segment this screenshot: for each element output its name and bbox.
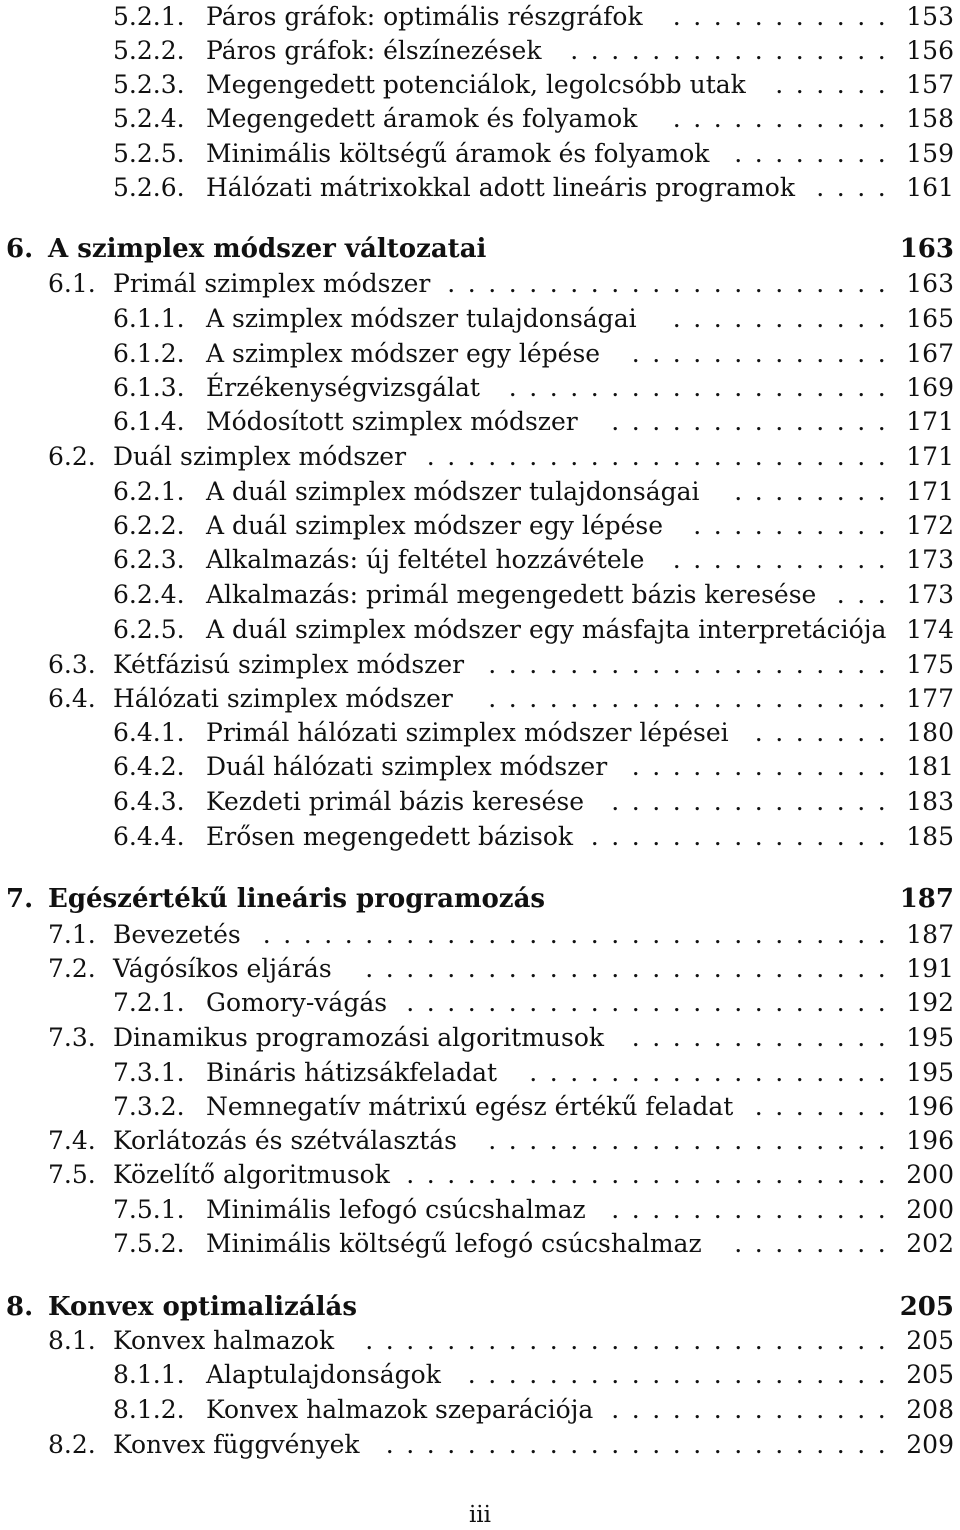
dot-leader: . . . . . . . . . . . . . . bbox=[611, 407, 886, 436]
toc-entry-title: A szimplex módszer egy lépése bbox=[206, 339, 601, 368]
dot-leader: . . . . . . . . . . . . . . . . . . . . . . . . . . bbox=[365, 1326, 886, 1355]
toc-entry-number: 6.3. bbox=[48, 650, 96, 679]
toc-entry-title: A duál szimplex módszer tulajdonságai bbox=[206, 477, 700, 506]
toc-entry-title: A szimplex módszer tulajdonságai bbox=[206, 304, 637, 333]
dot-leader: . . . . . . . . . . . . . . . . . . . . . . . . . bbox=[385, 1430, 886, 1459]
toc-entry-number: 5.2.5. bbox=[113, 139, 185, 168]
toc-subsection-entry[interactable] bbox=[0, 543, 960, 577]
toc-entry-title: Konvex halmazok bbox=[113, 1326, 335, 1355]
toc-section-entry[interactable] bbox=[0, 1124, 960, 1158]
toc-entry-number: 8.1.2. bbox=[113, 1395, 185, 1424]
toc-entry-number: 6. bbox=[6, 234, 34, 264]
toc-entry-title: Konvex függvények bbox=[113, 1430, 360, 1459]
dot-leader: . . . . . . . . . . . . . . . . . . . . . . bbox=[447, 269, 886, 298]
toc-entry-title: Minimális költségű áramok és folyamok bbox=[206, 139, 710, 168]
toc-entry-title: Alaptulajdonságok bbox=[206, 1360, 441, 1389]
toc-entry-number: 7.5. bbox=[48, 1160, 96, 1189]
toc-subsection-entry[interactable] bbox=[0, 68, 960, 102]
toc-entry-title: Gomory-vágás bbox=[206, 988, 388, 1017]
toc-section-entry[interactable] bbox=[0, 682, 960, 716]
toc-entry-page: 171 bbox=[906, 442, 954, 471]
toc-entry-title: Egészértékű lineáris programozás bbox=[48, 884, 546, 914]
toc-entry-page: 153 bbox=[906, 2, 954, 31]
toc-entry-title: Minimális lefogó csúcshalmaz bbox=[206, 1195, 586, 1224]
dot-leader: . . . . . . . . . . . bbox=[672, 545, 886, 574]
toc-section-entry[interactable] bbox=[0, 267, 960, 301]
toc-subsection-entry[interactable] bbox=[0, 613, 960, 647]
dot-leader: . . . . . . . . . . . . . . . . bbox=[570, 36, 886, 65]
toc-entry-number: 7.3.1. bbox=[113, 1058, 185, 1087]
toc-entry-number: 6.1.3. bbox=[113, 373, 185, 402]
toc-entry-page: 187 bbox=[899, 884, 954, 914]
toc-entry-title: Duál szimplex módszer bbox=[113, 442, 407, 471]
toc-subsection-entry[interactable] bbox=[0, 1193, 960, 1227]
toc-subsection-entry[interactable] bbox=[0, 475, 960, 509]
toc-section-entry[interactable] bbox=[0, 1158, 960, 1192]
toc-section-entry[interactable] bbox=[0, 1324, 960, 1358]
dot-leader: . . . . . . . . . . . . . . . . . . . . . . . . bbox=[406, 1160, 886, 1189]
dot-leader: . . . . . . . . . . . . . . . . . . . . bbox=[488, 684, 886, 713]
toc-entry-title: A duál szimplex módszer egy lépése bbox=[206, 511, 664, 540]
toc-entry-page: 163 bbox=[899, 234, 954, 264]
toc-entry-page: 171 bbox=[906, 407, 954, 436]
toc-entry-title: A szimplex módszer változatai bbox=[48, 234, 487, 264]
toc-entry-number: 6.2.3. bbox=[113, 545, 185, 574]
toc-entry-title: Kétfázisú szimplex módszer bbox=[113, 650, 465, 679]
toc-entry-title: A duál szimplex módszer egy másfajta interpretációja bbox=[206, 615, 887, 644]
toc-entry-title: Minimális költségű lefogó csúcshalmaz bbox=[206, 1229, 702, 1258]
toc-entry-number: 6.4.3. bbox=[113, 787, 185, 816]
toc-entry-number: 6.2.1. bbox=[113, 477, 185, 506]
dot-leader: . . . . . . . . . . . . . . bbox=[611, 1395, 886, 1424]
dot-leader: . . . . . . . bbox=[754, 1092, 886, 1121]
toc-entry-number: 6.1. bbox=[48, 269, 96, 298]
toc-entry-number: 6.4.2. bbox=[113, 752, 185, 781]
toc-entry-title: Érzékenységvizsgálat bbox=[206, 373, 480, 402]
dot-leader: . . . . . . . . . . . . . bbox=[631, 339, 886, 368]
toc-entry-page: 205 bbox=[906, 1326, 954, 1355]
dot-leader: . . . . . . . . bbox=[734, 139, 886, 168]
toc-subsection-entry[interactable] bbox=[0, 405, 960, 439]
toc-subsection-entry[interactable] bbox=[0, 509, 960, 543]
toc-entry-title: Erősen megengedett bázisok bbox=[206, 822, 574, 851]
dot-leader: . . . . . . . . bbox=[734, 1229, 886, 1258]
toc-entry-number: 8.1. bbox=[48, 1326, 96, 1355]
toc-entry-number: 8. bbox=[6, 1292, 34, 1322]
toc-entry-number: 6.4.1. bbox=[113, 718, 185, 747]
toc-entry-title: Korlátozás és szétválasztás bbox=[113, 1126, 457, 1155]
toc-entry-title: Hálózati szimplex módszer bbox=[113, 684, 453, 713]
toc-subsection-entry[interactable] bbox=[0, 1358, 960, 1392]
toc-section-entry[interactable] bbox=[0, 1428, 960, 1462]
toc-entry-page: 167 bbox=[906, 339, 954, 368]
toc-entry-page: 202 bbox=[906, 1229, 954, 1258]
toc-entry-title: Primál hálózati szimplex módszer lépései bbox=[206, 718, 729, 747]
toc-entry-page: 157 bbox=[906, 70, 954, 99]
toc-entry-page: 165 bbox=[906, 304, 954, 333]
dot-leader: . . . bbox=[836, 580, 886, 609]
dot-leader: . . . . . . . . . . . . . . . . . . bbox=[529, 1058, 886, 1087]
toc-entry-page: 163 bbox=[906, 269, 954, 298]
toc-subsection-entry[interactable] bbox=[0, 0, 960, 34]
toc-entry-title: Duál hálózati szimplex módszer bbox=[206, 752, 608, 781]
toc-entry-title: Konvex halmazok szeparációja bbox=[206, 1395, 594, 1424]
dot-leader: . . . . . . . . . . . . . . . . . . . . . . . . . . . . . . . bbox=[262, 920, 886, 949]
toc-entry-title: Közelítő algoritmusok bbox=[113, 1160, 390, 1189]
toc-entry-page: 161 bbox=[906, 173, 954, 202]
dot-leader: . . . . . . . . . . . . . . . . . . . bbox=[508, 373, 886, 402]
page-number-footer: iii bbox=[468, 1502, 492, 1528]
toc-subsection-entry[interactable] bbox=[0, 785, 960, 819]
toc-entry-title: Konvex optimalizálás bbox=[48, 1292, 357, 1322]
toc-entry-title: Alkalmazás: új feltétel hozzávétele bbox=[206, 545, 645, 574]
toc-entry-title: Bevezetés bbox=[113, 920, 241, 949]
toc-subsection-entry[interactable] bbox=[0, 337, 960, 371]
toc-entry-title: Páros gráfok: optimális részgráfok bbox=[206, 2, 643, 31]
dot-leader: . . . . . . . . . . . . . . bbox=[611, 787, 886, 816]
toc-entry-title: Megengedett áramok és folyamok bbox=[206, 104, 638, 133]
toc-entry-page: 192 bbox=[906, 988, 954, 1017]
dot-leader: . . . . . . bbox=[775, 70, 886, 99]
toc-entry-page: 195 bbox=[906, 1023, 954, 1052]
toc-entry-number: 7.1. bbox=[48, 920, 96, 949]
toc-entry-title: Vágósíkos eljárás bbox=[113, 954, 332, 983]
toc-entry-page: 187 bbox=[906, 920, 954, 949]
dot-leader: . . . . . . . . . . . bbox=[672, 104, 886, 133]
toc-entry-number: 5.2.6. bbox=[113, 173, 185, 202]
dot-leader: . . . . . . . . . . bbox=[693, 511, 886, 540]
toc-entry-page: 173 bbox=[906, 545, 954, 574]
dot-leader: . . . . . . . . . . . . . . bbox=[611, 1195, 886, 1224]
toc-entry-page: 177 bbox=[906, 684, 954, 713]
toc-section-entry[interactable] bbox=[0, 918, 960, 952]
toc-entry-page: 173 bbox=[906, 580, 954, 609]
toc-chapter-entry[interactable] bbox=[0, 1290, 960, 1324]
toc-entry-number: 6.1.1. bbox=[113, 304, 185, 333]
toc-entry-number: 6.2.2. bbox=[113, 511, 185, 540]
dot-leader: . . . . . . . . . . . . . . . . . . . . bbox=[488, 650, 886, 679]
toc-entry-number: 7.2.1. bbox=[113, 988, 185, 1017]
toc-entry-page: 181 bbox=[906, 752, 954, 781]
toc-entry-page: 195 bbox=[906, 1058, 954, 1087]
toc-entry-page: 171 bbox=[906, 477, 954, 506]
toc-entry-page: 191 bbox=[906, 954, 954, 983]
toc-chapter-entry[interactable] bbox=[0, 882, 960, 916]
toc-entry-number: 8.2. bbox=[48, 1430, 96, 1459]
toc-subsection-entry[interactable] bbox=[0, 1090, 960, 1124]
toc-subsection-entry[interactable] bbox=[0, 578, 960, 612]
toc-subsection-entry[interactable] bbox=[0, 1227, 960, 1261]
dot-leader: . . . . . . . . . . . bbox=[672, 304, 886, 333]
toc-entry-number: 6.2. bbox=[48, 442, 96, 471]
toc-entry-page: 172 bbox=[906, 511, 954, 540]
dot-leader: . . . . . . . bbox=[754, 718, 886, 747]
toc-entry-number: 6.1.2. bbox=[113, 339, 185, 368]
toc-entry-number: 6.4.4. bbox=[113, 822, 185, 851]
toc-entry-page: 175 bbox=[906, 650, 954, 679]
dot-leader: . . . . . . . . bbox=[734, 477, 886, 506]
toc-entry-number: 6.2.4. bbox=[113, 580, 185, 609]
toc-subsection-entry[interactable] bbox=[0, 820, 960, 854]
toc-subsection-entry[interactable] bbox=[0, 750, 960, 784]
toc-entry-page: 200 bbox=[906, 1195, 954, 1224]
dot-leader: . . . . . . . . . . . . . . . . . . . . . . . . bbox=[406, 988, 886, 1017]
toc-entry-title: Primál szimplex módszer bbox=[113, 269, 431, 298]
toc-entry-number: 6.2.5. bbox=[113, 615, 185, 644]
toc-entry-title: Módosított szimplex módszer bbox=[206, 407, 578, 436]
toc-entry-number: 7.5.2. bbox=[113, 1229, 185, 1258]
dot-leader: . . . . . . . . . . . bbox=[672, 2, 886, 31]
toc-entry-page: 174 bbox=[906, 615, 954, 644]
toc-section-entry[interactable] bbox=[0, 648, 960, 682]
toc-entry-page: 169 bbox=[906, 373, 954, 402]
toc-entry-number: 7. bbox=[6, 884, 34, 914]
toc-entry-page: 180 bbox=[906, 718, 954, 747]
dot-leader: . . . . . . . . . . . . . . . . . . . . . . . bbox=[426, 442, 886, 471]
toc-subsection-entry[interactable] bbox=[0, 716, 960, 750]
dot-leader: . . . . bbox=[816, 173, 886, 202]
dot-leader: . . . . . . . . . . . . . . . . . . . . bbox=[488, 1126, 886, 1155]
toc-entry-number: 6.1.4. bbox=[113, 407, 185, 436]
toc-entry-number: 7.2. bbox=[48, 954, 96, 983]
toc-section-entry[interactable] bbox=[0, 440, 960, 474]
toc-entry-page: 205 bbox=[906, 1360, 954, 1389]
toc-subsection-entry[interactable] bbox=[0, 171, 960, 205]
toc-subsection-entry[interactable] bbox=[0, 34, 960, 68]
toc-entry-title: Hálózati mátrixokkal adott lineáris programok bbox=[206, 173, 796, 202]
toc-entry-page: 196 bbox=[906, 1092, 954, 1121]
toc-section-entry[interactable] bbox=[0, 952, 960, 986]
dot-leader: . . . . . . . . . . . . . . . bbox=[590, 822, 886, 851]
toc-subsection-entry[interactable] bbox=[0, 102, 960, 136]
toc-entry-number: 5.2.4. bbox=[113, 104, 185, 133]
toc-entry-number: 5.2.1. bbox=[113, 2, 185, 31]
toc-entry-title: Páros gráfok: élszínezések bbox=[206, 36, 542, 65]
toc-subsection-entry[interactable] bbox=[0, 302, 960, 336]
toc-entry-title: Bináris hátizsákfeladat bbox=[206, 1058, 498, 1087]
toc-entry-title: Kezdeti primál bázis keresése bbox=[206, 787, 585, 816]
toc-entry-number: 5.2.2. bbox=[113, 36, 185, 65]
toc-entry-page: 205 bbox=[899, 1292, 954, 1322]
toc-entry-number: 6.4. bbox=[48, 684, 96, 713]
toc-entry-title: Nemnegatív mátrixú egész értékű feladat bbox=[206, 1092, 734, 1121]
toc-entry-page: 209 bbox=[906, 1430, 954, 1459]
toc-section-entry[interactable] bbox=[0, 1021, 960, 1055]
toc-entry-page: 196 bbox=[906, 1126, 954, 1155]
toc-entry-title: Megengedett potenciálok, legolcsóbb utak bbox=[206, 70, 746, 99]
dot-leader: . . . . . . . . . . . . . bbox=[631, 1023, 886, 1052]
toc-entry-number: 7.5.1. bbox=[113, 1195, 185, 1224]
toc-chapter-entry[interactable] bbox=[0, 232, 960, 266]
toc-entry-page: 156 bbox=[906, 36, 954, 65]
toc-entry-page: 183 bbox=[906, 787, 954, 816]
toc-entry-number: 7.4. bbox=[48, 1126, 96, 1155]
toc-entry-number: 7.3. bbox=[48, 1023, 96, 1052]
toc-subsection-entry[interactable] bbox=[0, 137, 960, 171]
toc-entry-number: 7.3.2. bbox=[113, 1092, 185, 1121]
toc-entry-page: 208 bbox=[906, 1395, 954, 1424]
toc-subsection-entry[interactable] bbox=[0, 1056, 960, 1090]
toc-entry-page: 158 bbox=[906, 104, 954, 133]
toc-entry-page: 159 bbox=[906, 139, 954, 168]
toc-subsection-entry[interactable] bbox=[0, 986, 960, 1020]
dot-leader: . . . . . . . . . . . . . . . . . . . . . . . . . . bbox=[365, 954, 886, 983]
toc-entry-page: 185 bbox=[906, 822, 954, 851]
dot-leader: . . . . . . . . . . . . . bbox=[631, 752, 886, 781]
dot-leader: . . . . . . . . . . . . . . . . . . . . . bbox=[467, 1360, 886, 1389]
toc-entry-number: 5.2.3. bbox=[113, 70, 185, 99]
toc-entry-title: Dinamikus programozási algoritmusok bbox=[113, 1023, 605, 1052]
toc-entry-title: Alkalmazás: primál megengedett bázis keresése bbox=[206, 580, 817, 609]
toc-subsection-entry[interactable] bbox=[0, 1393, 960, 1427]
toc-subsection-entry[interactable] bbox=[0, 371, 960, 405]
toc-entry-page: 200 bbox=[906, 1160, 954, 1189]
toc-entry-number: 8.1.1. bbox=[113, 1360, 185, 1389]
